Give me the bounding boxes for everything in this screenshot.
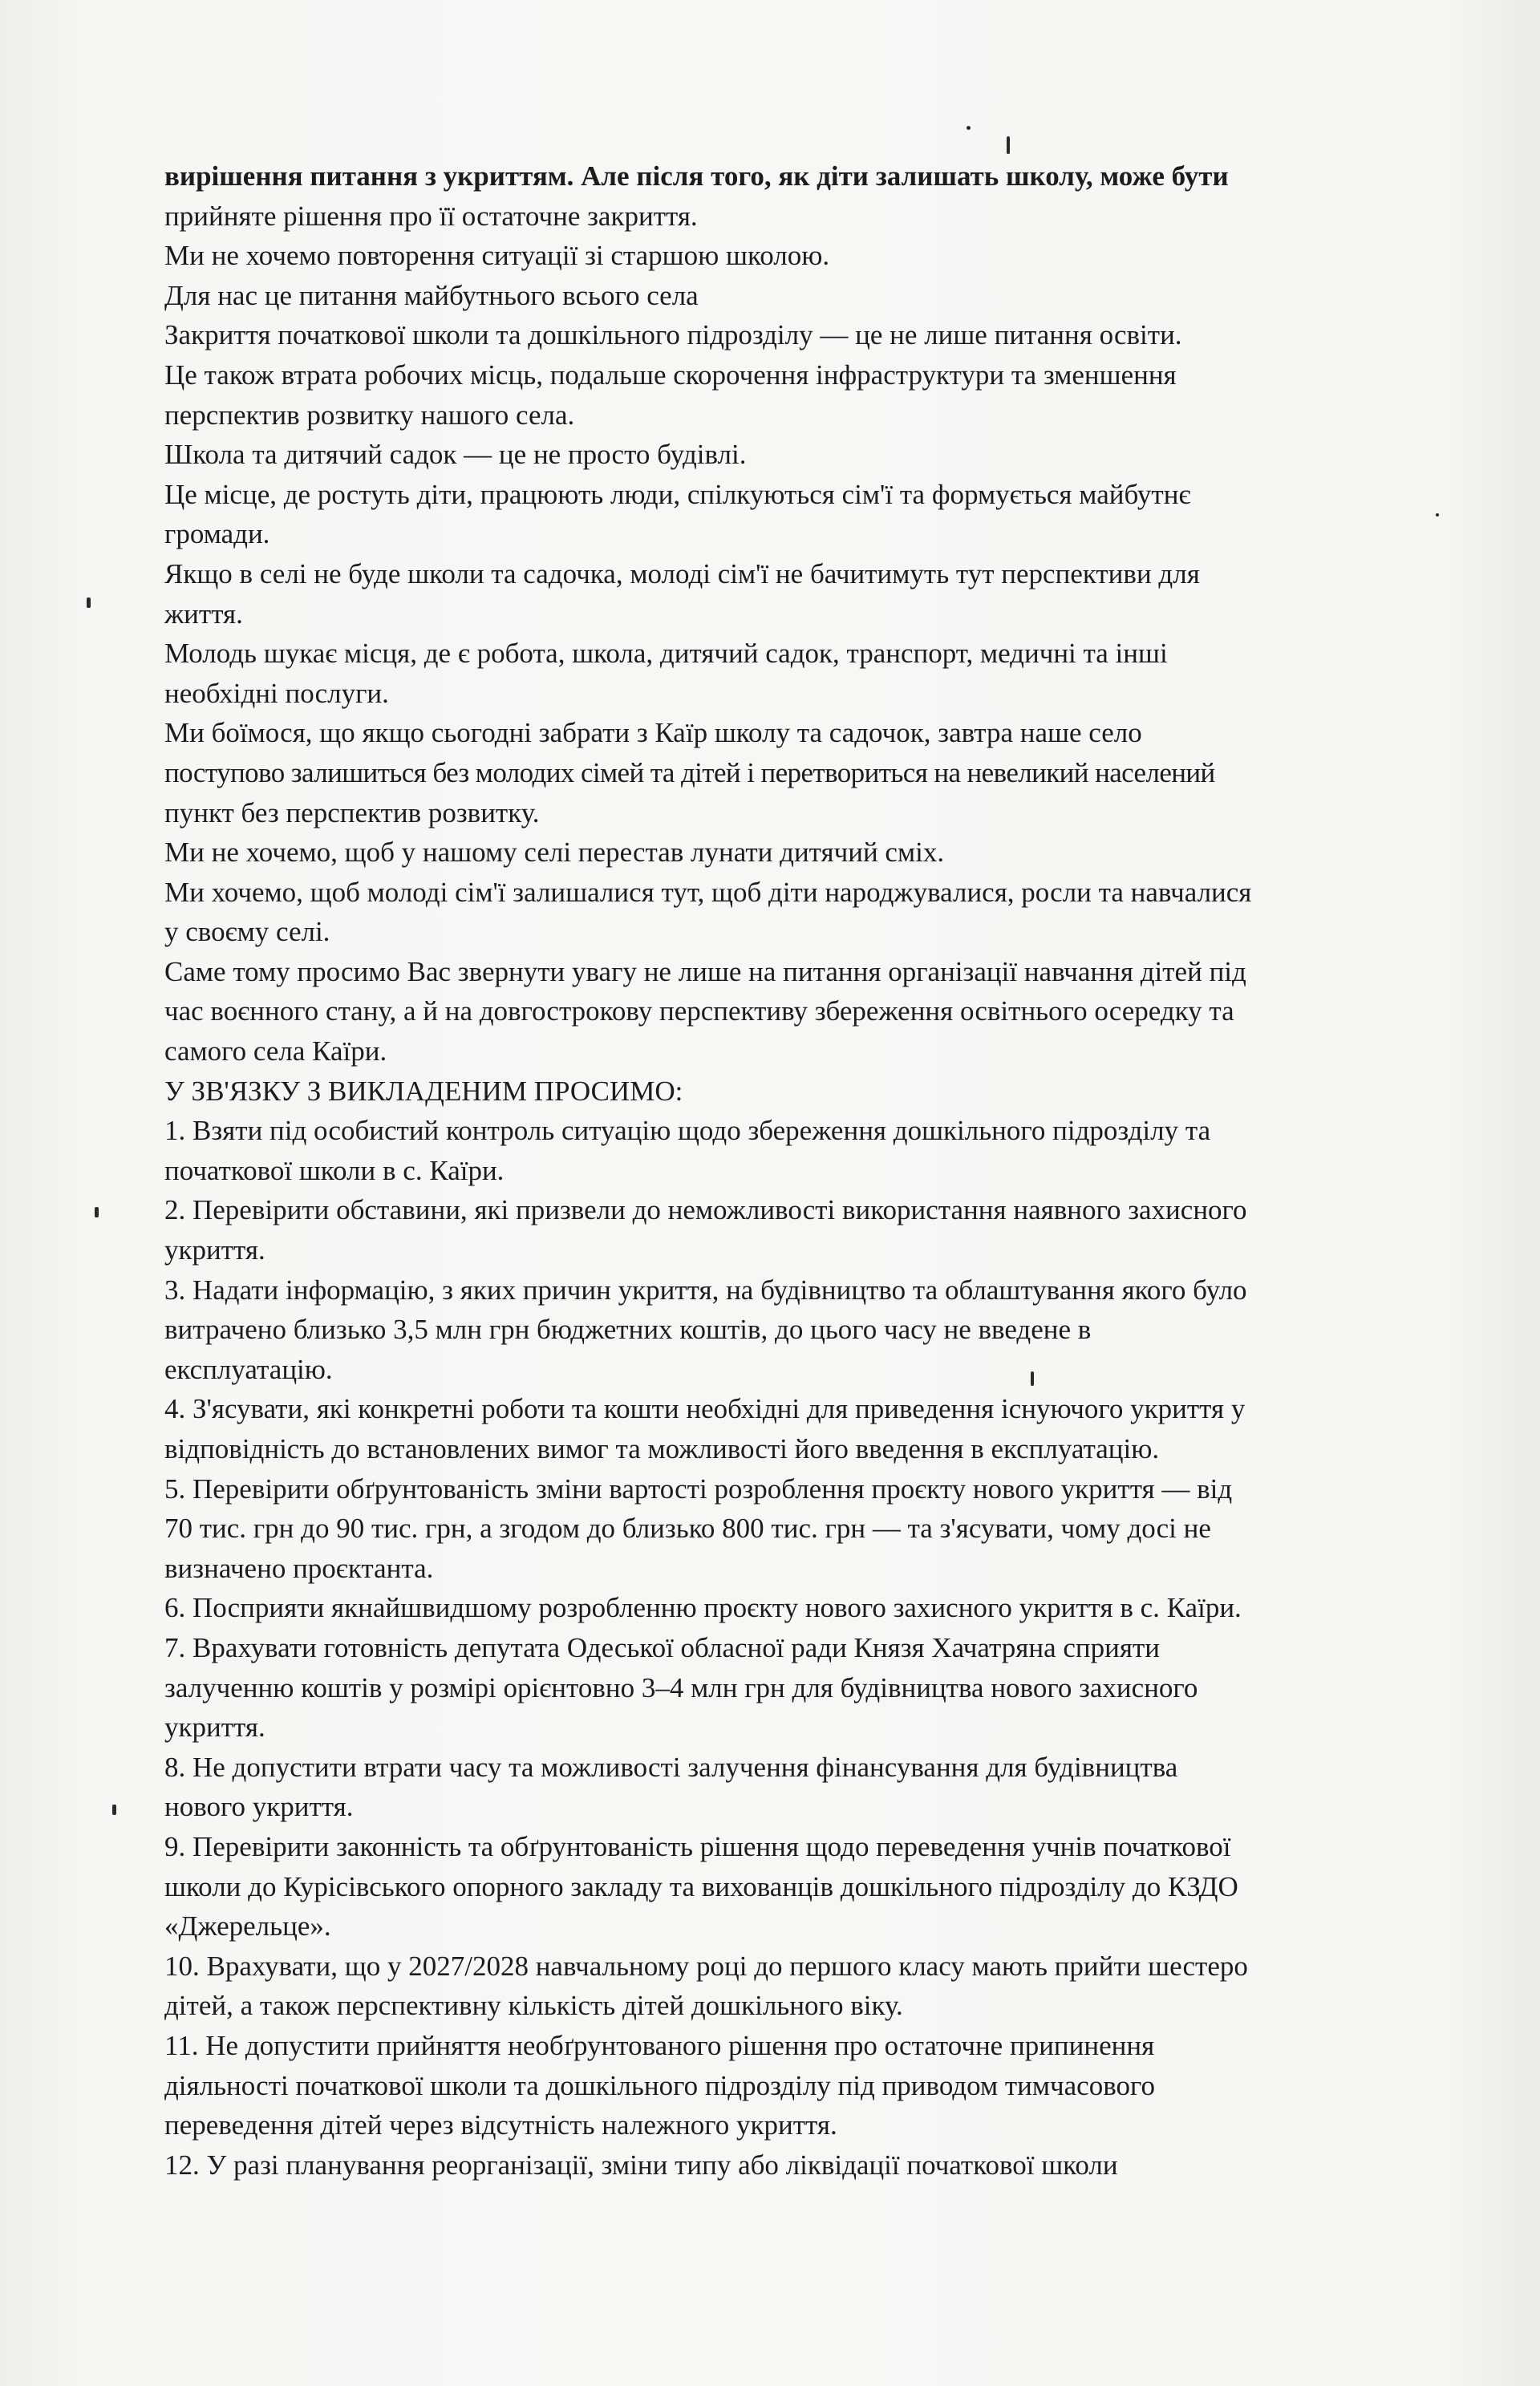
text-line: Школа та дитячий садок — це не просто будівлі. [164,439,747,471]
text-line: Ми не хочемо, щоб у нашому селі перестав лунати дитячий сміх. [164,837,945,869]
list-item: початкової школи в с. Каїри. [164,1154,505,1186]
list-item: 5. Перевірити обґрунтованість зміни вартості розроблення проєкту нового укриття — від [164,1473,1233,1505]
text-line: пункт без перспектив розвитку. [164,796,540,828]
scan-speck [112,1805,116,1815]
list-item: 7. Врахувати готовність депутата Одеської обласної ради Князя Хачатряна сприяти [164,1631,1160,1663]
list-item: 8. Не допустити втрати часу та можливості залучення фінансування для будівництва [164,1751,1178,1783]
list-item: 12. У разі планування реорганізації, зміни типу або ліквідації початкової школи [164,2149,1118,2181]
list-item: дітей, а також перспективну кількість дітей дошкільного віку. [164,1990,903,2022]
list-item: нового укриття. [164,1791,354,1823]
text-line: Ми боїмося, що якщо сьогодні забрати з Каїр школу та садочок, завтра наше село [164,717,1142,749]
list-item: діяльності початкової школи та дошкільного підрозділу під приводом тимчасового [164,2069,1155,2101]
text-line: Для нас це питання майбутнього всього села [164,279,699,311]
list-item: 1. Взяти під особистий контроль ситуацію щодо збереження дошкільного підрозділу та [164,1115,1211,1147]
text-line: Молодь шукає місця, де є робота, школа, дитячий садок, транспорт, медичні та інші [164,638,1168,670]
document-body [164,156,1440,2185]
text-line: у своєму селі. [164,916,330,948]
list-item: школи до Курісівського опорного закладу та вихованців дошкільного підрозділу до КЗДО [164,1870,1238,1902]
list-item: «Джерельце». [164,1910,331,1942]
text-line: Якщо в селі не буде школи та садочка, молоді сім'ї не бачитимуть тут перспективи для [164,557,1200,589]
text-line: самого села Каїри. [164,1035,387,1067]
section-heading: У ЗВ'ЯЗКУ З ВИКЛАДЕНИМ ПРОСИМО: [164,1075,683,1107]
list-item: відповідність до встановлених вимог та можливості його введення в експлуатацію. [164,1433,1160,1464]
text-line: Закриття початкової школи та дошкільного підрозділу — це не лише питання освіти. [164,319,1182,351]
text-line: життя. [164,598,243,630]
list-item: 2. Перевірити обставини, які призвели до неможливості використання наявного захисного [164,1194,1247,1226]
text-line: необхідні послуги. [164,677,389,709]
list-item: 9. Перевірити законність та обґрунтованість рішення щодо переведення учнів початкової [164,1830,1231,1862]
text-line: Це також втрата робочих місць, подальше скорочення інфраструктури та зменшення [164,359,1177,391]
text-line: Це місце, де ростуть діти, працюють люди, спілкуються сім'ї та формується майбутнє [164,478,1191,510]
text-line: прийняте рішення про її остаточне закриття. [164,200,698,232]
list-item: 11. Не допустити прийняття необґрунтованого рішення про остаточне припинення [164,2029,1155,2061]
scan-speck [967,126,971,130]
text-line: Ми не хочемо повторення ситуації зі старшою школою. [164,240,830,272]
list-item: 10. Врахувати, що у 2027/2028 навчальному році до першого класу мають прийти шестеро [164,1950,1248,1982]
scan-speck [87,598,91,608]
list-item: залученню коштів у розмірі орієнтовно 3–4 млн грн для будівництва нового захисного [164,1671,1198,1703]
list-item: експлуатацію. [164,1353,333,1385]
list-item: укриття. [164,1712,265,1744]
text-line: поступово залишиться без молодих сімей та дітей і перетвориться на невеликий населений [164,756,1215,788]
scan-speck [95,1207,99,1217]
text-line: Саме тому просимо Вас звернути увагу не лише на питання організації навчання дітей під [164,955,1246,987]
list-item: витрачено близько 3,5 млн грн бюджетних коштів, до цього часу не введене в [164,1314,1092,1346]
text-line: громади. [164,518,270,550]
scan-speck [1007,136,1010,154]
list-item: 70 тис. грн до 90 тис. грн, а згодом до близько 800 тис. грн — та з'ясувати, чому досі не [164,1513,1211,1545]
text-line: Ми хочемо, щоб молоді сім'ї залишалися тут, щоб діти народжувалися, росли та навчалися [164,876,1252,908]
text-line: час воєнного стану, а й на довгострокову перспективу збереження освітнього осередку та [164,995,1234,1027]
list-item: визначено проєктанта. [164,1552,434,1584]
text-line: вирішення питання з укриттям. Але після того, як діти залишать школу, може бути [164,160,1229,192]
list-item: 4. З'ясувати, які конкретні роботи та кошти необхідні для приведення існуючого укриття у [164,1393,1246,1425]
text-line: перспектив розвитку нашого села. [164,399,575,431]
list-item: переведення дітей через відсутність належного укриття. [164,2109,837,2141]
list-item: 3. Надати інформацію, з яких причин укриття, на будівництво та облаштування якого було [164,1274,1247,1306]
list-item: укриття. [164,1234,265,1266]
list-item: 6. Посприяти якнайшвидшому розробленню проєкту нового захисного укриття в с. Каїри. [164,1592,1242,1624]
